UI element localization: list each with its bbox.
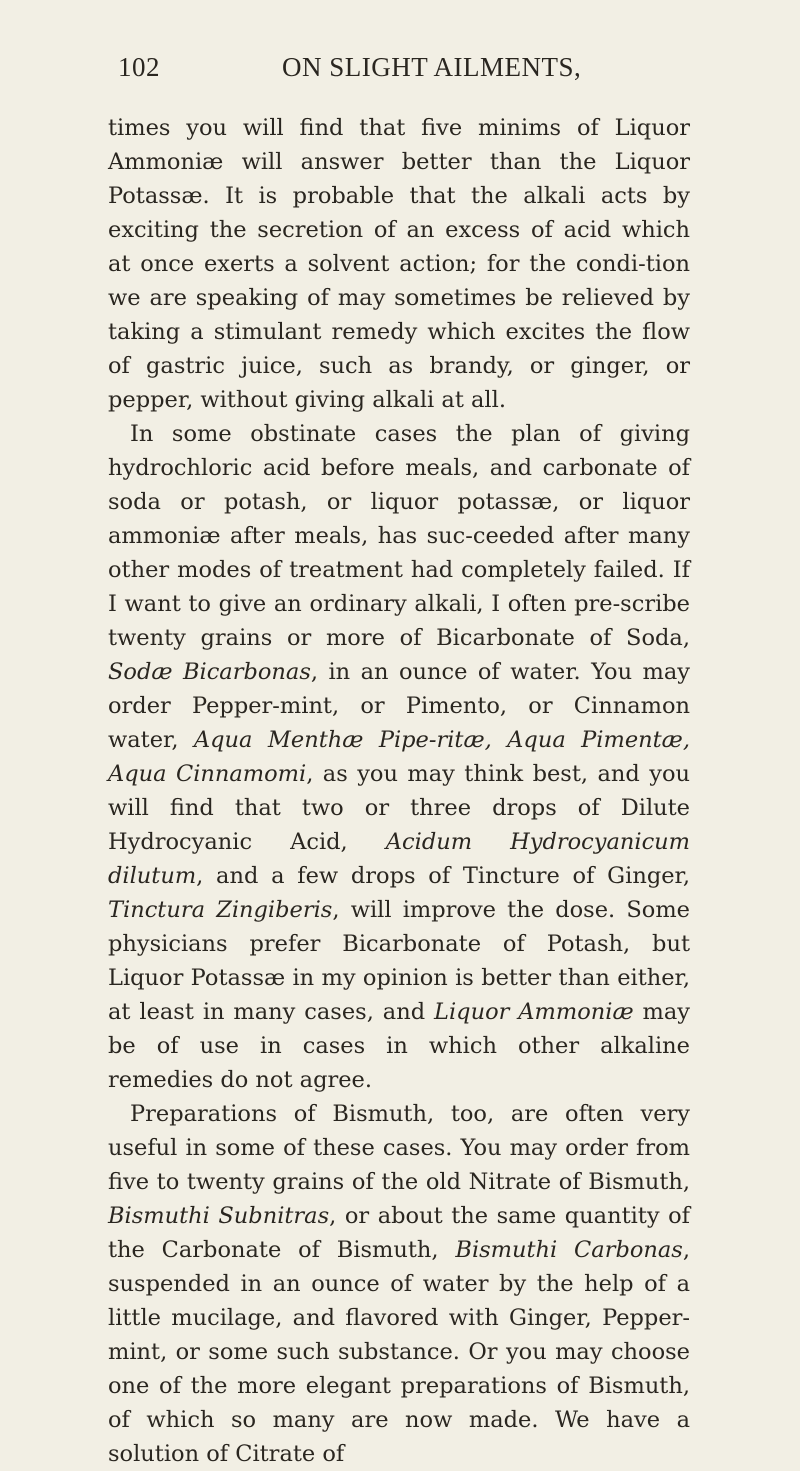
text-run: may be of use in cases in which other alkaline remedies do not agree.	[108, 999, 690, 1093]
latin-term: Liquor Ammoniæ	[434, 999, 634, 1025]
text-run: , as you may think best, and you will find that two or three drops of Dilute Hydrocyanic Acid,	[108, 761, 690, 855]
paragraph	[108, 417, 690, 1097]
text-run: , suspended in an ounce of water by the help of a little mucilage, and flavored with Ginger, Pepper-mint, or some such substance. Or you may choose one of the more elegant preparations of Bismuth, of which so many are now made. We have a solution of Citrate of	[108, 1237, 691, 1467]
text-run: times you will find that five minims of Liquor Ammoniæ will answer better than the Liquor Potassæ. It is probable that the alkali acts by exciting the secretion of an excess of acid which at once exerts a solvent action; for the condi-tion we are speaking of may sometimes be relieved by taking a stimulant remedy which excites the flow of gastric juice, such as brandy, or ginger, or pepper, without giving alkali at all.	[108, 115, 690, 413]
text-run: Preparations of Bismuth, too, are often very useful in some of these cases. You may order from five to twenty grains of the old Nitrate of Bismuth,	[108, 1101, 690, 1195]
text-run: , will improve the dose. Some physicians prefer Bicarbonate of Potash, but Liquor Potassæ in my opinion is better than either, at least in many cases, and	[108, 897, 690, 1025]
page-number: 102	[118, 52, 160, 82]
latin-term: Sodæ Bicarbonas	[108, 659, 311, 685]
text-run: In some obstinate cases the plan of giving hydrochloric acid before meals, and carbonate of soda or potash, or liquor potassæ, or liquor ammoniæ after meals, has suc-ceeded after many other modes of treatment had completely failed. If I want to give an ordinary alkali, I often pre-scribe twenty grains or more of Bicarbonate of Soda,	[108, 421, 690, 651]
body-text	[108, 111, 690, 1471]
running-title: ON SLIGHT AILMENTS,	[282, 52, 582, 82]
latin-term: Aqua Menthæ Pipe-ritæ, Aqua Pimentæ, Aqua Cinnamomi	[108, 727, 690, 787]
latin-term: Bismuthi Subnitras	[108, 1203, 330, 1229]
paragraph	[108, 111, 690, 417]
latin-term: Tinctura Zingiberis	[108, 897, 333, 923]
text-run: , or about the same quantity of the Carbonate of Bismuth,	[108, 1203, 690, 1263]
text-run: , and a few drops of Tincture of Ginger,	[196, 863, 690, 889]
paragraph	[108, 1097, 690, 1471]
page-header	[118, 52, 678, 88]
latin-term: Acidum Hydrocyanicum dilutum	[108, 829, 690, 889]
latin-term: Bismuthi Carbonas	[455, 1237, 683, 1263]
text-run: , in an ounce of water. You may order Pepper-mint, or Pimento, or Cinnamon water,	[108, 659, 690, 753]
